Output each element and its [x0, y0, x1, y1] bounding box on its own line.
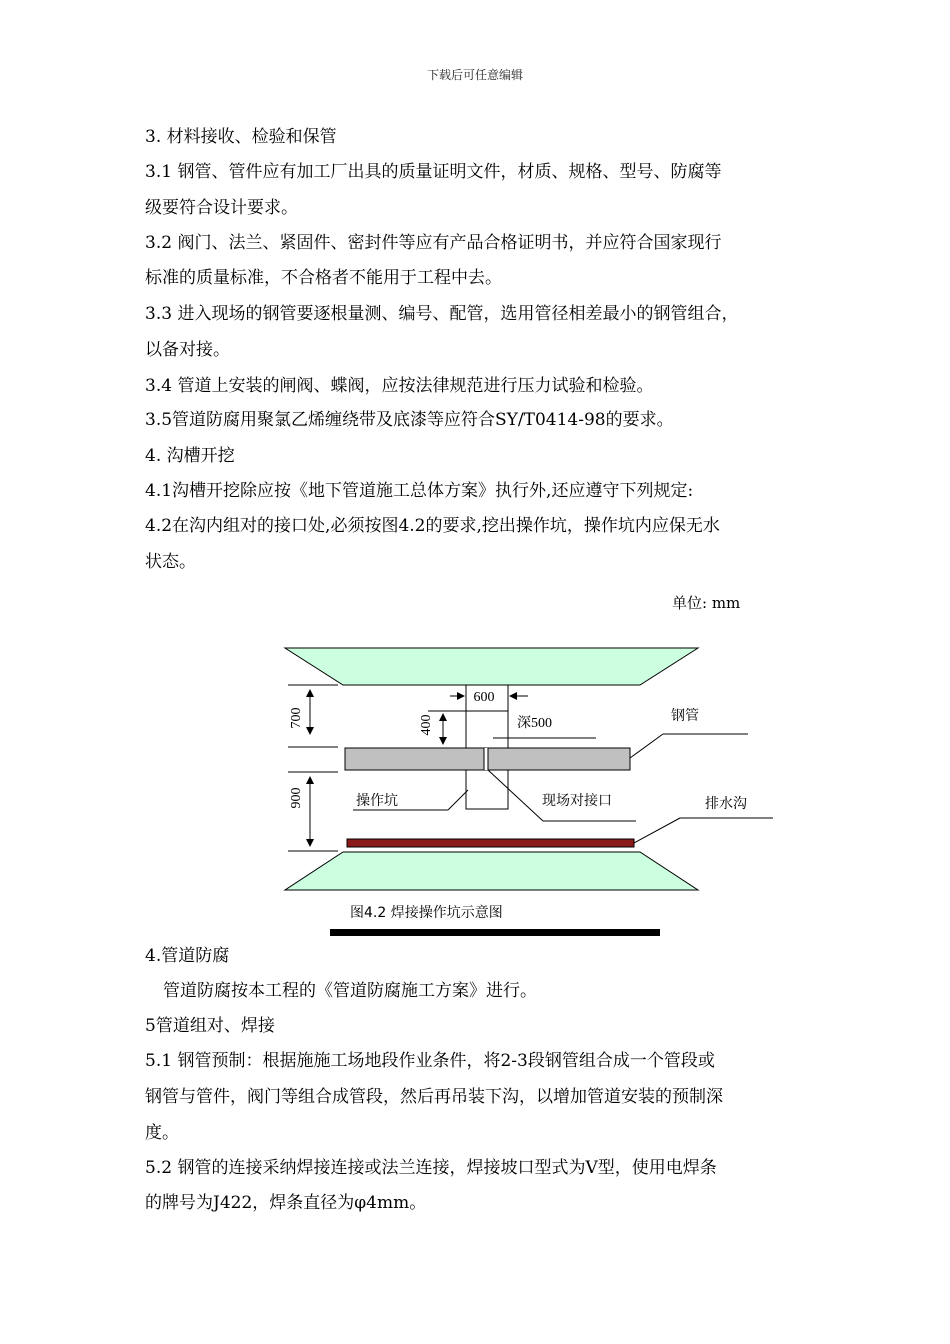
paragraph-line: 3.3 进入现场的钢管要逐根量测、编号、配管，选用管径相差最小的钢管组合，	[145, 304, 739, 324]
paragraph-line: 级要符合设计要求。	[145, 198, 298, 218]
dim-900-label: 900	[289, 787, 304, 809]
page-header: 下载后可任意编辑	[426, 68, 523, 82]
pipe-label: 钢管	[671, 708, 699, 724]
caption-underline	[330, 929, 660, 936]
dim-700-label: 700	[289, 707, 304, 729]
section-heading-4-corrosion: 4.管道防腐	[145, 946, 230, 966]
paragraph-line: 标准的质量标准，不合格者不能用于工程中去。	[145, 268, 502, 288]
joint-label: 现场对接口	[542, 793, 612, 809]
paragraph-line: 3.4 管道上安装的闸阀、蝶阀，应按法律规范进行压力试验和检验。	[145, 376, 654, 396]
paragraph-line: 5.2 钢管的连接采纳焊接连接或法兰连接，焊接坡口型式为V型，使用电焊条	[145, 1158, 717, 1178]
figure-caption: 图4.2 焊接操作坑示意图	[350, 905, 503, 921]
paragraph-line: 以备对接。	[145, 340, 230, 360]
unit-label: 单位: mm	[672, 594, 741, 612]
pipe-leader	[630, 734, 663, 758]
drain-label: 排水沟	[705, 796, 747, 812]
dim-600-label: 600	[473, 690, 495, 705]
paragraph-line: 4.1沟槽开挖除应按《地下管道施工总体方案》执行外,还应遵守下列规定:	[145, 481, 694, 501]
drain-leader	[634, 818, 680, 843]
drain-ditch	[347, 839, 634, 847]
section-heading-5: 5管道组对、焊接	[145, 1016, 275, 1036]
section-heading-4: 4. 沟槽开挖	[145, 446, 235, 466]
paragraph-line: 状态。	[145, 552, 196, 572]
top-trench-bank	[285, 648, 698, 685]
paragraph-line: 的牌号为J422，焊条直径为φ4mm。	[145, 1193, 427, 1213]
paragraph-line: 5.1 钢管预制：根据施施工场地段作业条件，将2-3段钢管组合成一个管段或	[145, 1051, 715, 1071]
paragraph-line: 钢管与管件，阀门等组合成管段，然后再吊装下沟，以增加管道安装的预制深	[145, 1087, 723, 1107]
paragraph-line: 度。	[145, 1123, 179, 1143]
paragraph-line: 3.1 钢管、管件应有加工厂出具的质量证明文件，材质、规格、型号、防腐等	[145, 162, 722, 182]
weld-pit-diagram	[278, 640, 788, 940]
paragraph-line: 管道防腐按本工程的《管道防腐施工方案》进行。	[163, 981, 537, 1001]
pit-leader	[448, 790, 468, 810]
paragraph-line: 3.5管道防腐用聚氯乙烯缠绕带及底漆等应符合SY/T0414-98的要求。	[145, 410, 674, 430]
dim-400-label: 400	[419, 714, 434, 736]
paragraph-line: 3.2 阀门、法兰、紧固件、密封件等应有产品合格证明书，并应符合国家现行	[145, 233, 722, 253]
paragraph-line: 4.2在沟内组对的接口处,必须按图4.2的要求,挖出操作坑，操作坑内应保无水	[145, 516, 720, 536]
pit-label: 操作坑	[356, 793, 398, 809]
bottom-trench-bank	[285, 852, 698, 890]
section-heading-3: 3. 材料接收、检验和保管	[145, 127, 337, 147]
depth-label: 深500	[517, 716, 552, 731]
